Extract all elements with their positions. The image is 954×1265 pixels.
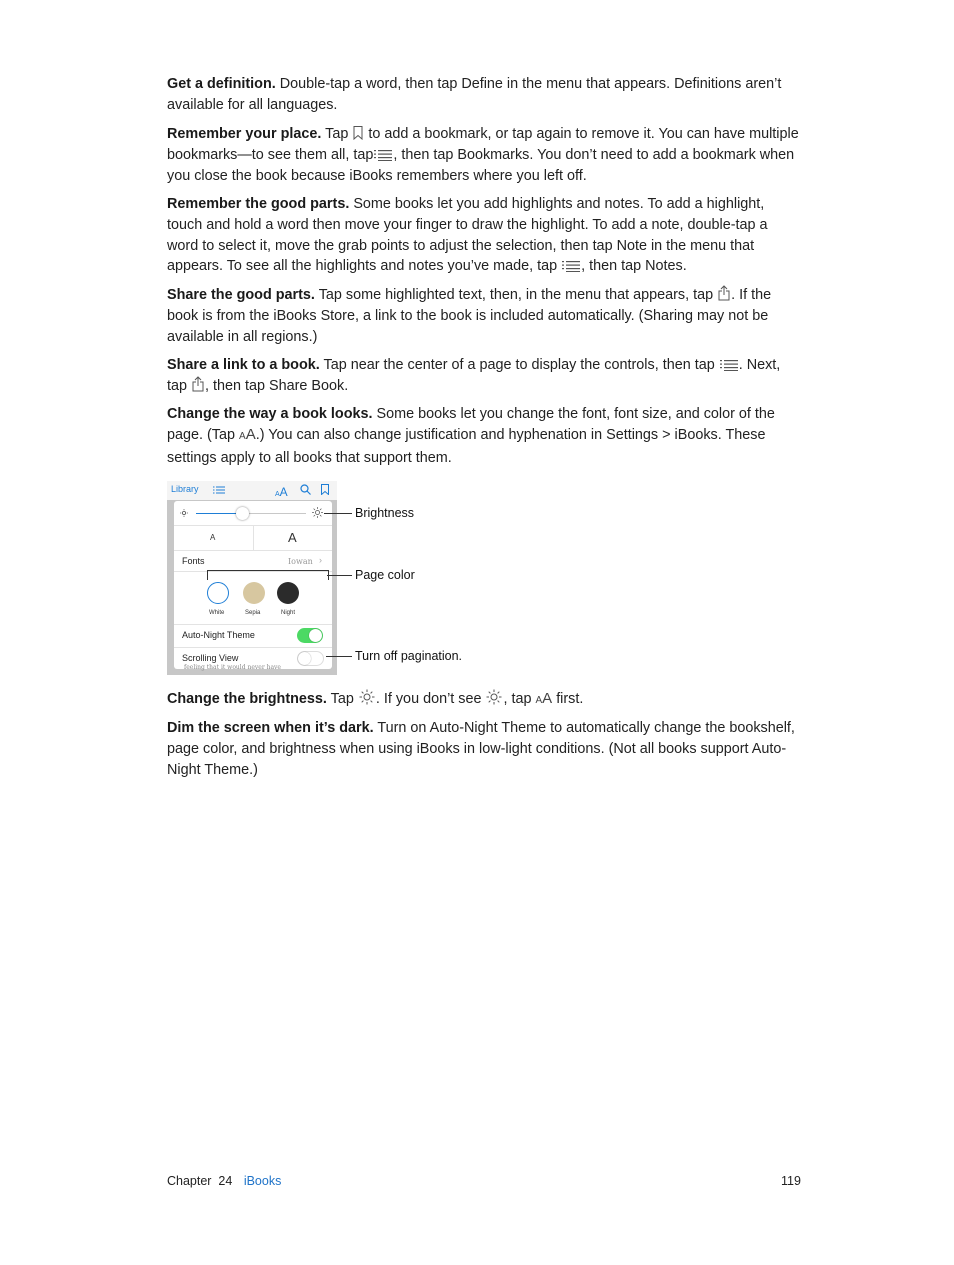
para-heading: Remember the good parts. <box>167 196 350 212</box>
para-book-looks <box>167 404 799 468</box>
brightness-low-icon <box>180 509 188 517</box>
bookmark-icon <box>353 126 363 140</box>
decrease-font-button[interactable]: A <box>210 533 216 542</box>
callout-line-page-color <box>327 575 352 576</box>
font-size-icon <box>239 427 256 443</box>
para-good-parts <box>167 194 799 277</box>
list-icon[interactable] <box>213 486 225 495</box>
callout-brightness: Brightness <box>355 506 415 520</box>
font-size-small-glyph: A <box>535 695 543 706</box>
toggle-knob <box>309 629 322 642</box>
font-size-small-glyph: A <box>239 430 246 442</box>
brightness-high-icon <box>312 507 323 518</box>
search-icon[interactable] <box>300 484 311 495</box>
scrolling-view-toggle[interactable] <box>297 651 324 666</box>
scrolling-view-label: Scrolling View <box>182 653 239 663</box>
brightness-row <box>174 501 332 526</box>
para-text: Double-tap a word, then tap Define in the menu that appears. Definitions aren’t available for all languages. <box>167 76 782 113</box>
font-size-row <box>174 526 332 551</box>
toggle-knob <box>298 652 311 665</box>
para-text: to add a bookmark, or tap again to remove it. You can have multiple bookmarks—to see them all, tap <box>167 126 799 163</box>
para-text: Tap near the center of a page to display the controls, then tap <box>323 357 715 373</box>
para-heading: Change the brightness. <box>167 691 327 707</box>
para-text: , then tap Share Book. <box>205 377 349 394</box>
auto-night-label: Auto-Night Theme <box>182 630 255 640</box>
list-icon <box>562 260 580 272</box>
para-text: Turn on Auto-Night Theme to automatically change the bookshelf, page color, and brightness when using iBooks in low-light conditions. (Not all books support Auto-Night Theme.) <box>167 720 795 778</box>
auto-night-toggle[interactable] <box>297 628 323 643</box>
font-size-large-glyph: A <box>245 425 256 443</box>
brightness-icon <box>486 689 502 705</box>
page-color-bracket <box>207 570 329 580</box>
para-heading: Share a link to a book. <box>167 357 320 373</box>
para-text: Tap <box>325 126 349 142</box>
list-icon <box>720 359 738 371</box>
book-text-behind: feeling that it would never have <box>184 664 281 671</box>
para-text: . If you don’t see <box>375 691 482 707</box>
increase-font-button[interactable]: A <box>288 530 297 545</box>
para-text: , tap <box>503 691 532 707</box>
list-icon <box>374 149 392 161</box>
chapter-link[interactable]: iBooks <box>243 1174 282 1188</box>
para-text: . Next, tap <box>167 357 781 394</box>
para-heading: Change the way a book looks. <box>167 406 373 422</box>
fonts-row[interactable] <box>174 551 332 572</box>
swatch-label: Sepia <box>245 610 261 616</box>
callout-line-pagination <box>326 656 352 657</box>
library-button[interactable]: Library <box>171 484 199 494</box>
para-heading: Share the good parts. <box>167 287 315 303</box>
font-value: Iowan <box>288 557 313 566</box>
para-dim-screen <box>167 718 799 780</box>
toolbar <box>167 481 337 500</box>
brightness-icon <box>359 689 375 705</box>
para-text: . If the book is from the iBooks Store, a link to the book is included automatically. (Sharing may not be available in all regions.) <box>167 287 772 345</box>
font-size-icon <box>536 691 553 707</box>
font-size-small-glyph: A <box>275 491 280 498</box>
para-text: Tap <box>330 691 354 707</box>
para-change-brightness <box>167 689 799 712</box>
para-text: Tap some highlighted text, then, in the menu that appears, tap <box>318 287 714 303</box>
para-text: .) You can also change justification and hyphenation in Settings > iBooks. These settings apply to all books that support them. <box>167 426 766 466</box>
callout-page-color: Page color <box>355 568 415 582</box>
swatch-label: Night <box>281 610 296 616</box>
appearance-panel <box>174 501 332 669</box>
para-heading: Get a definition. <box>167 76 276 92</box>
share-icon <box>192 376 204 392</box>
callout-pagination: Turn off pagination. <box>355 649 463 663</box>
font-size-button[interactable] <box>275 483 288 501</box>
para-share-link <box>167 355 799 397</box>
para-text: Some books let you change the font, font size, and color of the page. (Tap <box>167 406 775 443</box>
brightness-slider-knob[interactable] <box>236 507 249 520</box>
para-share-good-parts <box>167 285 799 347</box>
fonts-label: Fonts <box>182 556 205 566</box>
para-get-definition <box>167 74 799 116</box>
white-swatch[interactable] <box>207 582 229 604</box>
share-icon <box>718 285 730 301</box>
font-size-large-glyph: A <box>279 485 288 499</box>
callout-line-brightness <box>324 513 352 514</box>
para-heading: Dim the screen when it’s dark. <box>167 720 374 736</box>
sepia-swatch[interactable] <box>243 582 265 604</box>
para-text: , then tap Notes. <box>581 258 687 275</box>
chevron-right-icon: › <box>319 555 322 565</box>
auto-night-row <box>174 625 332 648</box>
night-swatch[interactable] <box>277 582 299 604</box>
page-number: 119 <box>781 1174 801 1188</box>
footer-chapter <box>167 1174 281 1188</box>
para-text: first. <box>556 691 584 707</box>
font-size-large-glyph: A <box>542 690 553 707</box>
swatch-label: White <box>209 610 225 616</box>
para-heading: Remember your place. <box>167 126 322 142</box>
para-text: , then tap Bookmarks. You don’t need to add a bookmark when you close the book because iBooks remembers where you left off. <box>167 146 795 184</box>
para-remember-place <box>167 124 799 186</box>
para-text: Some books let you add highlights and notes. To add a highlight, touch and hold a word then move your finger to draw the highlight. To add a note, double-tap a word to select it, move the grab points to adjust the selection, then tap Note in the menu that appears. To see all the highlights and notes you’ve made, tap <box>167 196 768 275</box>
divider <box>253 526 254 550</box>
bookmark-icon[interactable] <box>321 484 329 495</box>
chapter-number: Chapter 24 <box>167 1174 233 1188</box>
